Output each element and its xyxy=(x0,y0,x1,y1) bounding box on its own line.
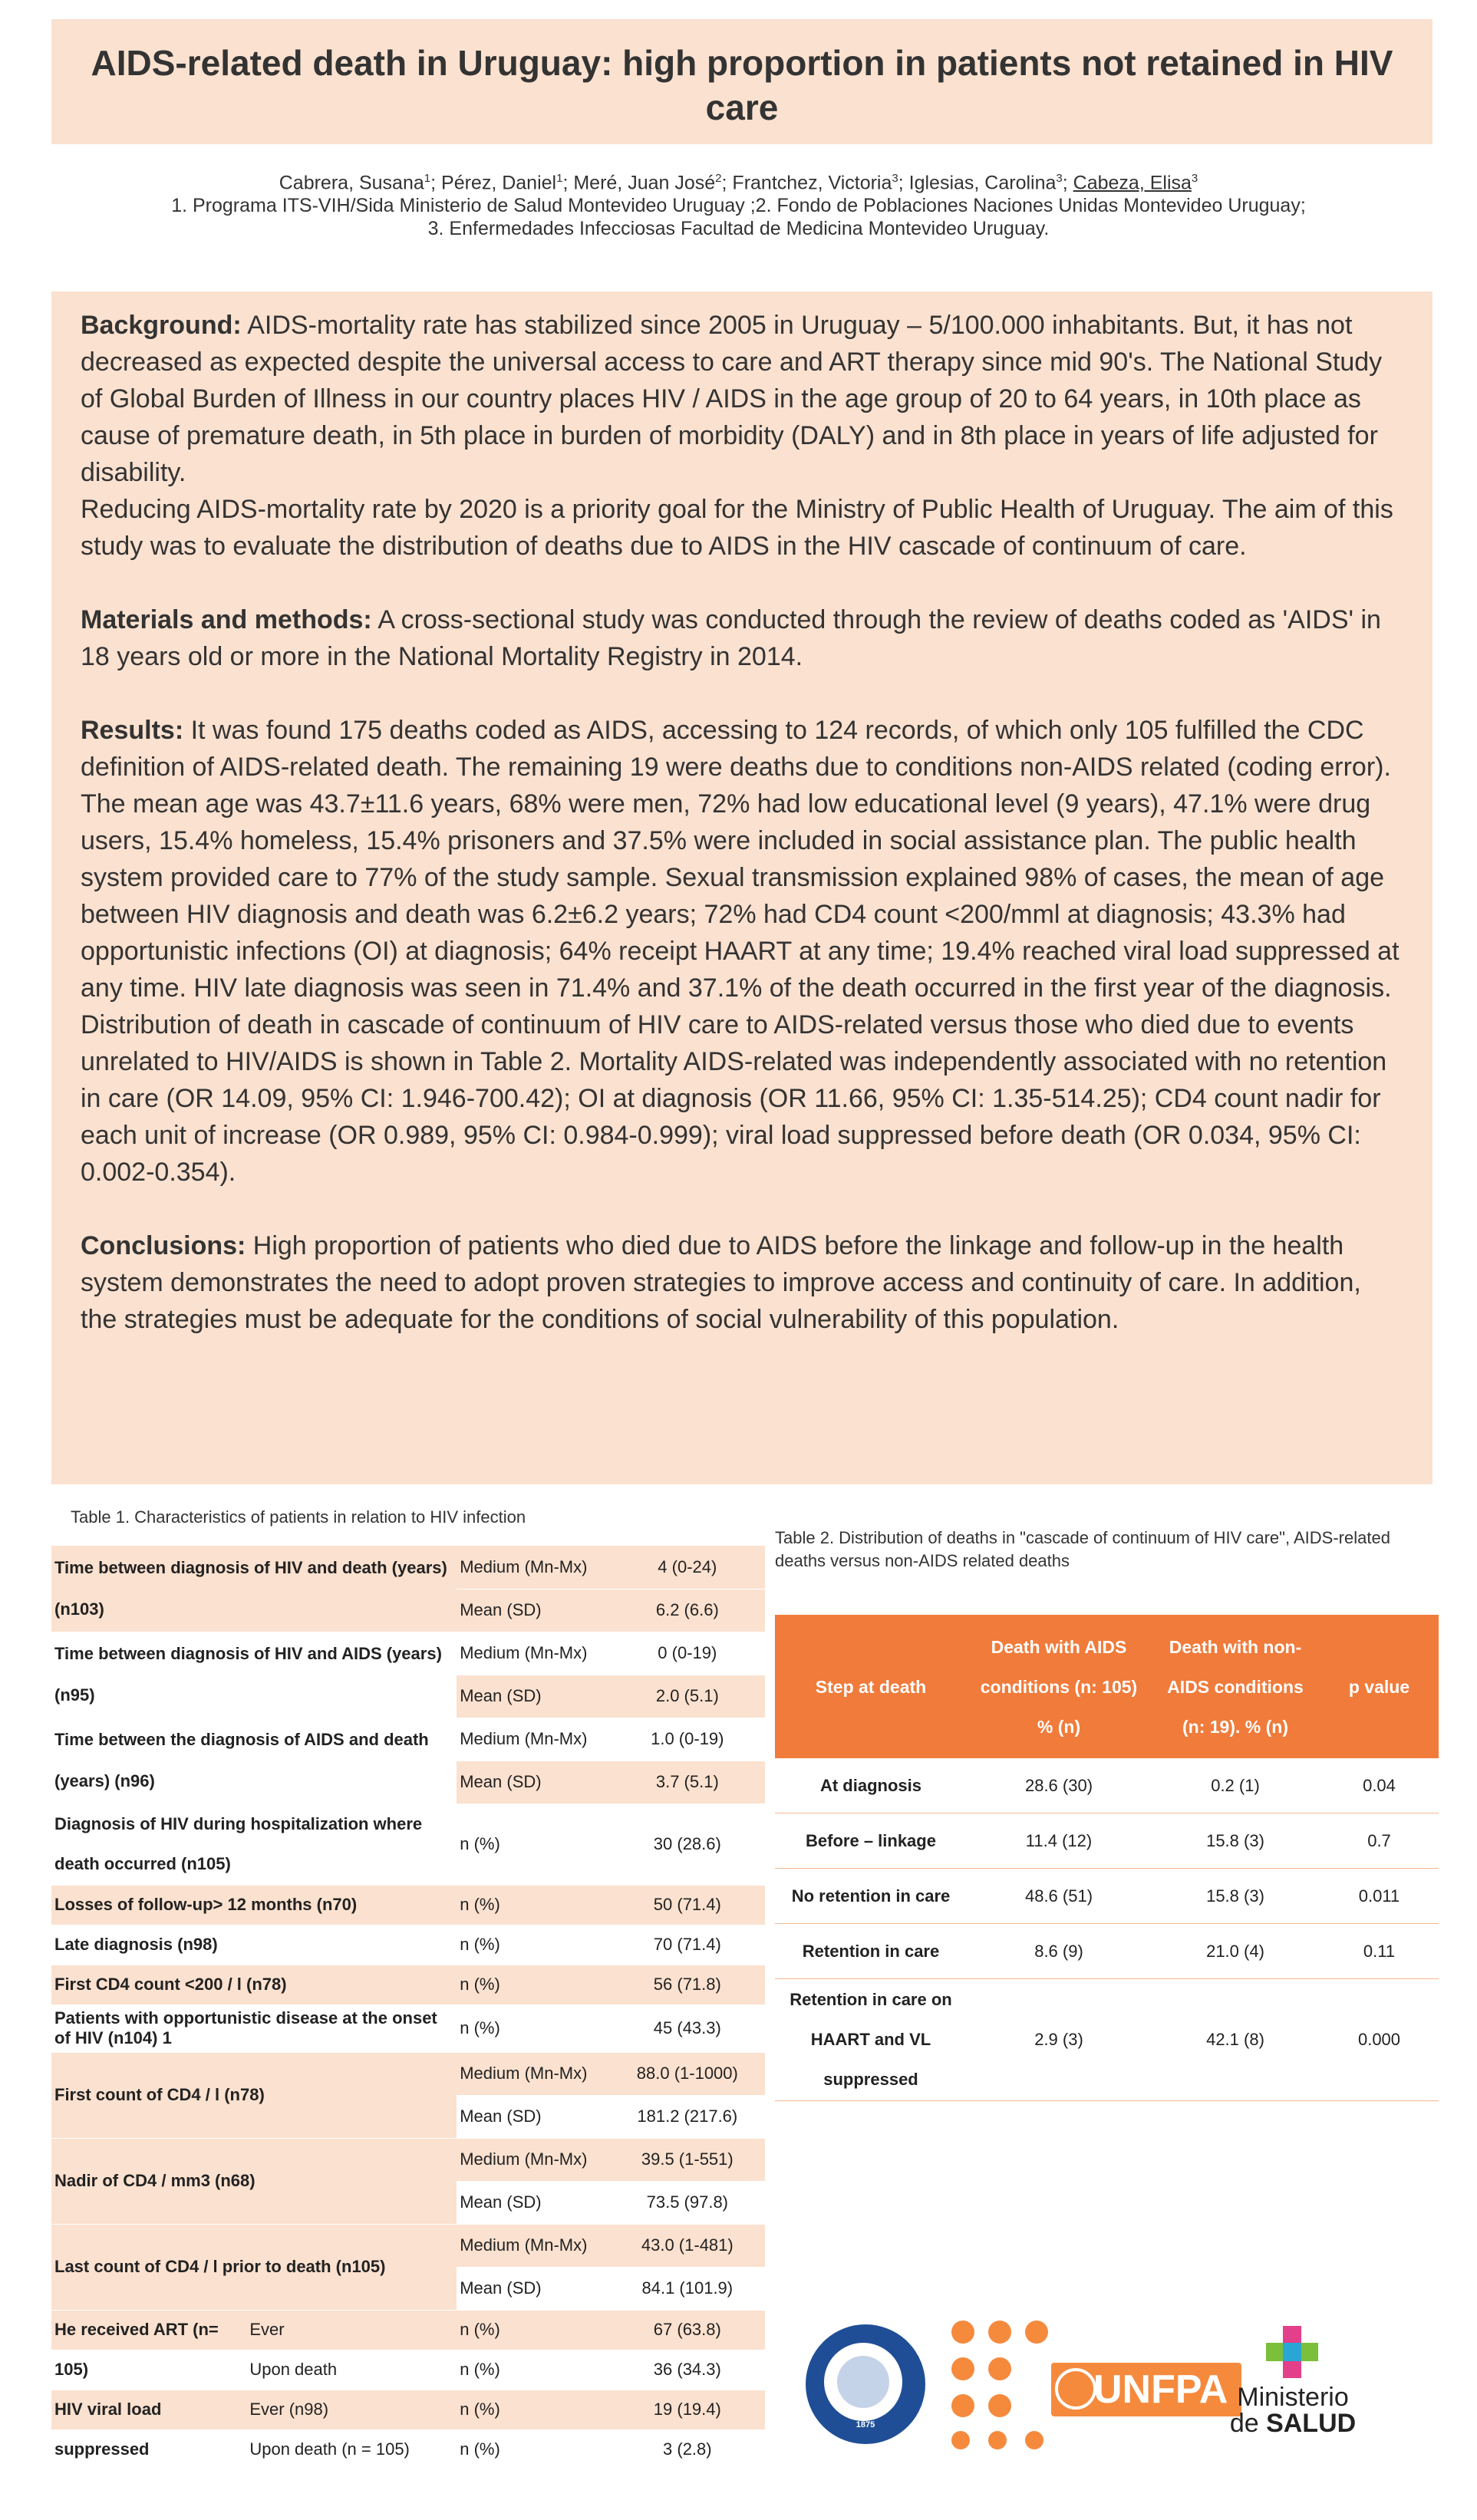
results-section-2: Distribution of death in cascade of continuum of HIV care to AIDS-related versus those who died due to events unrelated to HIV/AIDS is shown in Table 2. Mortality AIDS-related was independently associated with no retention in care (OR 14.09, 95% CI: 1.946-700.42); OI at diagnosis (OR 11.66, 95% CI: 1.35-514.25); CD4 count nadir for each unit of increase (OR 0.989, 95% CI: 0.984-0.999); viral load suppressed before death (OR 0.034, 95% CI: 0.002-0.354). xyxy=(81,1010,1387,1187)
header-step: Step at death xyxy=(775,1615,967,1758)
table1 xyxy=(51,1546,765,2470)
table-row: Mean (SD) 6.2 (6.6) xyxy=(51,1589,765,1632)
presenting-author: Cabeza, Elisa xyxy=(1073,172,1192,194)
poster-title: AIDS-related death in Uruguay: high proportion in patients not retained in HIV care xyxy=(91,43,1393,127)
table-row: Mean (SD) 2.0 (5.1) xyxy=(51,1675,765,1718)
table-row: Losses of follow-up> 12 months (n70) n (%) 50 (71.4) xyxy=(51,1885,765,1925)
table-row: Mean (SD) 84.1 (101.9) xyxy=(51,2267,765,2310)
table2 xyxy=(775,1615,1439,2101)
table-row: He received ART (n= Ever n (%) 67 (63.8) xyxy=(51,2310,765,2350)
table-row: First CD4 count <200 / l (n78) n (%) 56 (71.8) xyxy=(51,1965,765,2004)
background-section-2: Reducing AIDS-mortality rate by 2020 is a priority goal for the Ministry of Public Health of Uruguay. The aim of this study was to evaluate the distribution of deaths due to AIDS in the HIV cascade of continuum of care. xyxy=(81,495,1393,561)
header-p-value: p value xyxy=(1320,1615,1439,1758)
header-non-aids: Death with non- AIDS conditions (n: 19). % (n) xyxy=(1151,1615,1320,1758)
table-row: Before – linkage 11.4 (12) 15.8 (3) 0.7 xyxy=(775,1813,1439,1869)
table-row: Mean (SD) 73.5 (97.8) xyxy=(51,2181,765,2224)
table2-header xyxy=(775,1615,1439,1758)
table-row: Nadir of CD4 / mm3 (n68) Medium (Mn-Mx) 39.5 (1-551) xyxy=(51,2138,765,2181)
background-section: Background: AIDS-mortality rate has stabilized since 2005 in Uruguay – 5/100.000 inhabitants. But, it has not decreased as expected despite the universal access to care and ART therapy since mid 90's. The National Study of Global Burden of Illness in our country places HIV / AIDS in the age group of 20 to 64 years, in 10th place as cause of premature death, in 5th place in burden of morbidity (DALY) and in 8th place in years of life adjusted for disability. xyxy=(81,311,1383,487)
table-row: 105) Upon death n (%) 36 (34.3) xyxy=(51,2350,765,2390)
logos-row xyxy=(798,2309,1442,2462)
faculty-seal-logo: 1875 xyxy=(806,2324,925,2444)
results-section: Results: It was found 175 deaths coded as AIDS, accessing to 124 records, of which only 105 fulfilled the CDC definition of AIDS-related death. The remaining 19 were deaths due to conditions non-AIDS related (coding error). The mean age was 43.7±11.6 years, 68% were men, 72% had low educational level (9 years), 47.1% were drug users, 15.4% homeless, 15.4% prisoners and 37.5% were included in social assistance plan. The public health system provided care to 77% of the study sample. Sexual transmission explained 98% of cases, the mean of age between HIV diagnosis and death was 6.2±6.2 years; 72% had CD4 count <200/mml at diagnosis; 43.3% had opportunistic infections (OI) at diagnosis; 64% receipt HAART at any time; 19.4% reached viral load suppressed at any time. HIV late diagnosis was seen in 71.4% and 37.1% of the death occurred in the first year of the diagnosis. xyxy=(81,716,1400,1003)
table-row: First count of CD4 / l (n78) Medium (Mn-Mx) 88.0 (1-1000) xyxy=(51,2052,765,2095)
table-row: Diagnosis of HIV during hospitalization where death occurred (n105) n (%) 30 (28.6) xyxy=(51,1804,765,1885)
table-row: Retention in care 8.6 (9) 21.0 (4) 0.11 xyxy=(775,1924,1439,1979)
table1-caption: Table 1. Characteristics of patients in relation to HIV infection xyxy=(71,1507,526,1527)
author: Frantchez, Victoria xyxy=(732,172,892,194)
table-row: Mean (SD) 181.2 (217.6) xyxy=(51,2095,765,2138)
table-row: Time between diagnosis of HIV and death (years) (n103) Medium (Mn-Mx) 4 (0-24) xyxy=(51,1546,765,1589)
table-row: At diagnosis 28.6 (30) 0.2 (1) 0.04 xyxy=(775,1758,1439,1813)
table-row: Time between the diagnosis of AIDS and death (years) (n96) Medium (Mn-Mx) 1.0 (0-19) xyxy=(51,1718,765,1761)
table-row: Mean (SD) 3.7 (5.1) xyxy=(51,1761,765,1804)
table-row: Time between diagnosis of HIV and AIDS (years) (n95) Medium (Mn-Mx) 0 (0-19) xyxy=(51,1632,765,1675)
author-names: Cabrera, Susana$^1$; Pérez, Daniel$^1$; Meré, Juan José$^2$; Frantchez, Victoria$^3$; Iglesias, Carolina$^3$; Cabeza, Elisa$^3$ xyxy=(279,172,1198,194)
title-banner xyxy=(51,19,1432,144)
abstract-panel xyxy=(51,292,1432,1484)
unfpa-logo: UNFPA xyxy=(951,2321,1197,2451)
table-row: Retention in care on HAART and VL suppressed 2.9 (3) 42.1 (8) 0.000 xyxy=(775,1979,1439,2101)
table-row: suppressed Upon death (n = 105) n (%) 3 (2.8) xyxy=(51,2429,765,2469)
affiliations-line-2: 3. Enfermedades Infecciosas Facultad de Medicina Montevideo Uruguay. xyxy=(427,218,1050,240)
authors-block xyxy=(0,167,1477,240)
table-row: HIV viral load Ever (n98) n (%) 19 (19.4) xyxy=(51,2390,765,2429)
author: Pérez, Daniel xyxy=(441,172,557,194)
table-row: Patients with opportunistic disease at the onset of HIV (n104) 1 n (%) 45 (43.3) xyxy=(51,2004,765,2052)
header-aids: Death with AIDS conditions (n: 105) % (n) xyxy=(967,1615,1151,1758)
table-row: Last count of CD4 / l prior to death (n105) Medium (Mn-Mx) 43.0 (1-481) xyxy=(51,2224,765,2267)
conclusions-section: Conclusions: High proportion of patients who died due to AIDS before the linkage and follow-up in the health system demonstrates the need to adopt proven strategies to improve access and continuity of care. In addition, the strategies must be adequate for the conditions of social vulnerability of this population. xyxy=(81,1231,1361,1334)
affiliations-line-1: 1. Programa ITS-VIH/Sida Ministerio de Salud Montevideo Uruguay ;2. Fondo de Poblaciones Naciones Unidas Montevideo Uruguay; xyxy=(171,195,1306,217)
table-row: No retention in care 48.6 (51) 15.8 (3) 0.011 xyxy=(775,1869,1439,1924)
table-row: Late diagnosis (n98) n (%) 70 (71.4) xyxy=(51,1925,765,1965)
un-emblem-icon xyxy=(1055,2368,1096,2410)
author: Cabrera, Susana xyxy=(279,172,424,194)
author: Meré, Juan José xyxy=(573,172,716,194)
table2-caption: Table 2. Distribution of deaths in "cascade of continuum of HIV care", AIDS-related deaths versus non-AIDS related deaths xyxy=(775,1528,1390,1570)
author: Iglesias, Carolina xyxy=(908,172,1057,194)
methods-section: Materials and methods: A cross-sectional study was conducted through the review of deaths coded as 'AIDS' in 18 years old or more in the National Mortality Registry in 2014. xyxy=(81,605,1381,671)
ministerio-salud-logo: Ministerio de SALUD xyxy=(1228,2317,1381,2455)
